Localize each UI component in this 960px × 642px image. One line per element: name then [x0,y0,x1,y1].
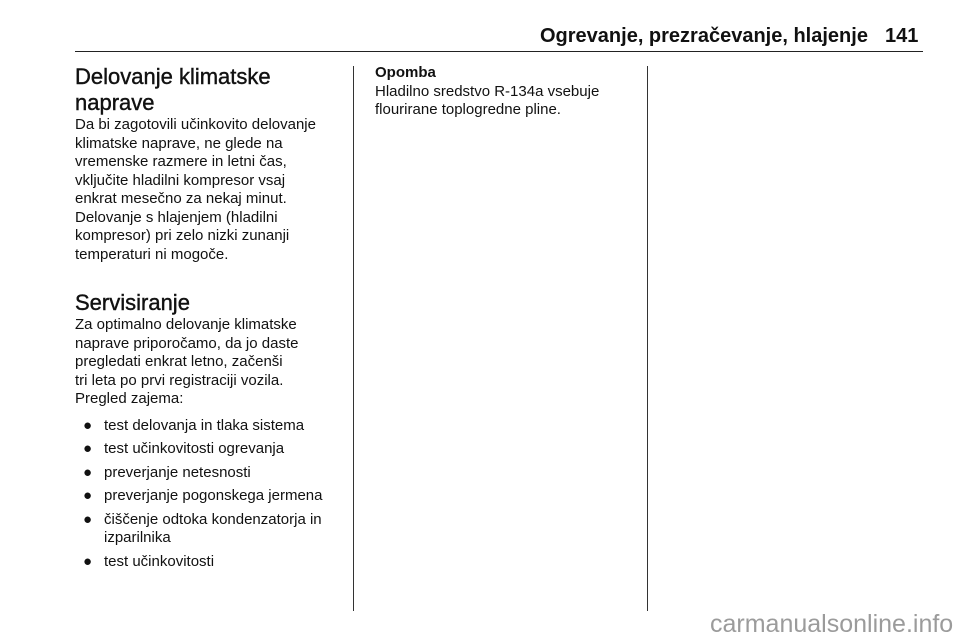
page-number: 141 [885,25,919,47]
list-item-text: test učinkovitosti [104,552,215,570]
list-item-text: preverjanje pogonskega jermena [104,487,323,504]
header-divider [75,51,923,52]
bullet-icon: ● [83,440,93,457]
bullet-icon: ● [83,416,93,434]
service-paragraph: Za optimalno delovanje klimatske naprave priporočamo, da jo daste pregledati enkrat letno, začenši tri leta po prvi registraciji vozila. Pregled zajema: [75,316,299,407]
list-item [75,440,350,459]
inspection-list [75,417,350,572]
list-item [75,464,350,483]
list-item-text: čiščenje odtoka kondenzatorja in izparilnika [104,510,322,546]
list-item [75,511,350,548]
note-text: Hladilno sredstvo R-134a vsebuje flourirane toplogredne pline. [375,82,600,118]
bullet-icon: ● [83,463,93,481]
list-item-text: test delovanja in tlaka sistema [104,416,305,434]
list-item [75,417,350,436]
page-title: Ogrevanje, prezračevanje, hlajenje [540,25,868,47]
watermark: carmanualsonline.info [710,610,954,638]
list-item-text: preverjanje netesnosti [104,463,251,481]
climate-paragraph: Da bi zagotovili učinkovito delovanje klimatske naprave, ne glede na vremenske razmere in letni čas, vključite hladilni kompresor vsaj enkrat mesečno za nekaj minut. Delovanje s hlajenjem (hladilni kompresor) pri zelo nizki zunanji temperaturi ni mogoče. [75,116,316,263]
column-divider-2 [647,66,648,611]
list-item [75,553,350,572]
bullet-icon: ● [83,552,93,570]
section-heading-service: Servisiranje [75,290,190,315]
bullet-icon: ● [83,510,93,528]
note-title: Opomba [375,64,436,81]
column-divider-1 [353,66,354,611]
left-column [75,64,350,576]
middle-column [375,64,640,120]
list-item [75,487,350,506]
list-item-text: test učinkovitosti ogrevanja [104,440,285,457]
bullet-icon: ● [83,487,93,504]
section-heading-climate: Delovanje klimatske naprave [75,64,271,115]
